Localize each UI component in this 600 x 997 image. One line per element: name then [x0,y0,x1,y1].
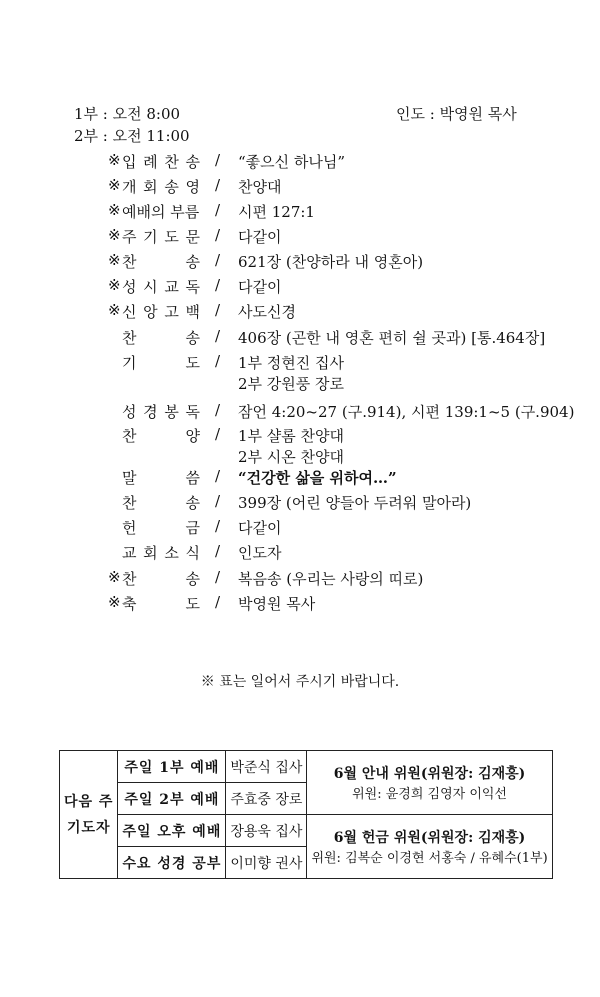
order-item-label-char: 교 [164,278,179,296]
order-item-label [122,276,200,297]
order-item-label [122,327,200,348]
standing-mark: ※ [108,593,121,611]
order-item-content-second: 2부 시온 찬양대 [238,448,345,466]
order-item-label-char: 앙 [143,303,158,321]
helper-service: 주일 1부 예배 [118,751,226,783]
order-item-content: 399장 (어린 양들아 두려워 말아라) [238,494,472,512]
offering-committee-title: 6월 헌금 위원(위원장: 김재홍) [333,830,526,846]
order-item-label-char: 송 [185,253,200,271]
order-item [0,201,600,223]
separator: / [215,542,221,560]
order-item-label [122,568,200,589]
order-item-label-char: 독 [185,403,200,421]
usher-committee-members: 위원: 윤경희 김영자 이익선 [352,787,507,802]
order-item-label-char: 도 [185,354,200,372]
order-item-label-char: 경 [143,403,158,421]
order-item-content: 다같이 [238,228,282,246]
helper-person: 박준식 집사 [226,751,307,783]
order-item-label-char: 시 [143,278,158,296]
worship-leader: 인도 : 박영원 목사 [396,105,517,123]
helper-service: 주일 오후 예배 [118,815,226,847]
order-item-label [122,151,200,172]
order-item-label-char: 송 [185,329,200,347]
order-item-label-char: 회 [143,544,158,562]
order-item-label-char: 기 [143,228,158,246]
order-item-label-char: 영 [185,178,200,196]
offering-committee-members: 위원: 김복순 이경현 서홍숙 / 유혜수(1부) [311,851,548,866]
order-item-content: 다같이 [238,278,282,296]
order-item-label [122,593,200,614]
separator: / [215,425,221,443]
order-item-label [122,425,200,446]
standing-mark: ※ [108,568,121,586]
order-item [0,492,600,514]
standing-note: ※ 표는 일어서 주시기 바랍니다. [200,674,400,690]
order-item-label-char: 찬 [122,494,137,512]
order-item [0,517,600,539]
order-item-content: 다같이 [238,519,282,537]
order-item-label [122,401,200,422]
order-item-content: 찬양대 [238,178,282,196]
helper-person: 장용욱 집사 [226,815,307,847]
order-item [0,226,600,248]
order-item-content-second: 2부 강원풍 장로 [238,375,345,393]
standing-mark: ※ [108,226,121,244]
service-time-1: 1부 : 오전 8:00 [74,105,181,123]
order-item-label-char: 도 [164,228,179,246]
separator: / [215,151,221,169]
order-item-label-char: 고 [164,303,179,321]
standing-mark: ※ [108,151,121,169]
order-item [0,327,600,349]
order-item-content: 시편 127:1 [238,203,315,221]
offering-committee [307,815,552,879]
order-item-content: 복음송 (우리는 사랑의 띠로) [238,570,424,588]
prayer-helpers-table [59,750,553,879]
order-item [0,593,600,615]
order-item-content: “건강한 삶을 위하여…” [238,469,397,487]
order-item-label-char: 백 [185,303,200,321]
service-time-2: 2부 : 오전 11:00 [74,127,190,145]
helpers-heading [60,751,118,879]
order-item-label-char: 예배의 부름 [122,203,200,221]
order-item [0,151,600,173]
order-item-label-char: 양 [185,427,200,445]
separator: / [215,276,221,294]
order-item-label-char: 송 [164,178,179,196]
order-item-label-char: 도 [185,595,200,613]
order-item-content: 잠언 4:20~27 (구.914), 시편 139:1~5 (구.904) [238,403,575,421]
order-item-label-char: 례 [143,153,158,171]
order-item-label-char: 성 [122,278,137,296]
order-item [0,467,600,489]
standing-mark: ※ [108,276,121,294]
helpers-heading-line1: 다음 주 [64,793,114,810]
order-item [0,301,600,323]
order-item-content: 박영원 목사 [238,595,316,613]
standing-mark: ※ [108,251,121,269]
order-item-content: 1부 샬롬 찬양대 [238,427,345,445]
separator: / [215,201,221,219]
order-item-content: 621장 (찬양하라 내 영혼아) [238,253,424,271]
order-item [0,176,600,198]
order-item-label-char: 말 [122,469,137,487]
order-item [0,542,600,564]
helper-service: 수요 성경 공부 [118,847,226,879]
standing-mark: ※ [108,176,121,194]
separator: / [215,176,221,194]
order-item-label-char: 씀 [185,469,200,487]
order-item-label-char: 개 [122,178,137,196]
order-item-label-char: 찬 [122,427,137,445]
order-item-label [122,352,200,373]
order-item-label-char: 기 [122,354,137,372]
helper-person: 이미향 권사 [226,847,307,879]
separator: / [215,492,221,510]
order-item-label-char: 독 [185,278,200,296]
order-item-content: 406장 (곤한 내 영혼 편히 쉴 곳과) [통.464장] [238,329,546,347]
usher-committee [307,751,552,815]
separator: / [215,251,221,269]
separator: / [215,327,221,345]
order-item [0,425,600,466]
order-item-label-char: 찬 [122,329,137,347]
order-item-label-char: 문 [185,228,200,246]
separator: / [215,226,221,244]
order-item-label-char: 헌 [122,519,137,537]
separator: / [215,467,221,485]
order-item-label-char: 교 [122,544,137,562]
order-item-label [122,542,200,563]
order-item-label [122,301,200,322]
order-item [0,401,600,423]
order-item-label-char: 식 [185,544,200,562]
order-item-label [122,517,200,538]
order-item-label-char: 주 [122,228,137,246]
order-item [0,568,600,590]
order-item-label-char: 찬 [122,253,137,271]
usher-committee-title: 6월 안내 위원(위원장: 김재홍) [333,766,526,782]
separator: / [215,352,221,370]
order-item-label-char: 신 [122,303,137,321]
separator: / [215,517,221,535]
helper-person: 주효중 장로 [226,783,307,815]
standing-mark: ※ [108,301,121,319]
order-item-label-char: 회 [143,178,158,196]
separator: / [215,301,221,319]
helper-service: 주일 2부 예배 [118,783,226,815]
order-item-label-char: 송 [185,494,200,512]
standing-mark: ※ [108,201,121,219]
order-item [0,352,600,393]
order-item-label-char: 소 [164,544,179,562]
order-item-label-char: 찬 [164,153,179,171]
separator: / [215,568,221,586]
order-item-content: 인도자 [238,544,282,562]
order-item [0,276,600,298]
order-item-label-char: 금 [185,519,200,537]
order-item-label [122,467,200,488]
order-item-label-char: 송 [185,153,200,171]
separator: / [215,593,221,611]
separator: / [215,401,221,419]
order-item-label-char: 찬 [122,570,137,588]
order-item-content: “좋으신 하나님” [238,153,346,171]
order-item-label [122,201,200,222]
order-item-label [122,226,200,247]
order-item-content: 사도신경 [238,303,296,321]
order-item-label-char: 봉 [164,403,179,421]
order-item-label [122,492,200,513]
order-item-label [122,251,200,272]
order-item-label-char: 성 [122,403,137,421]
order-item-label-char: 축 [122,595,137,613]
order-item-label-char: 입 [122,153,137,171]
order-item-label [122,176,200,197]
order-item-label-char: 송 [185,570,200,588]
helpers-heading-line2: 기도자 [66,819,111,836]
order-item-content: 1부 정현진 집사 [238,354,345,372]
order-item [0,251,600,273]
